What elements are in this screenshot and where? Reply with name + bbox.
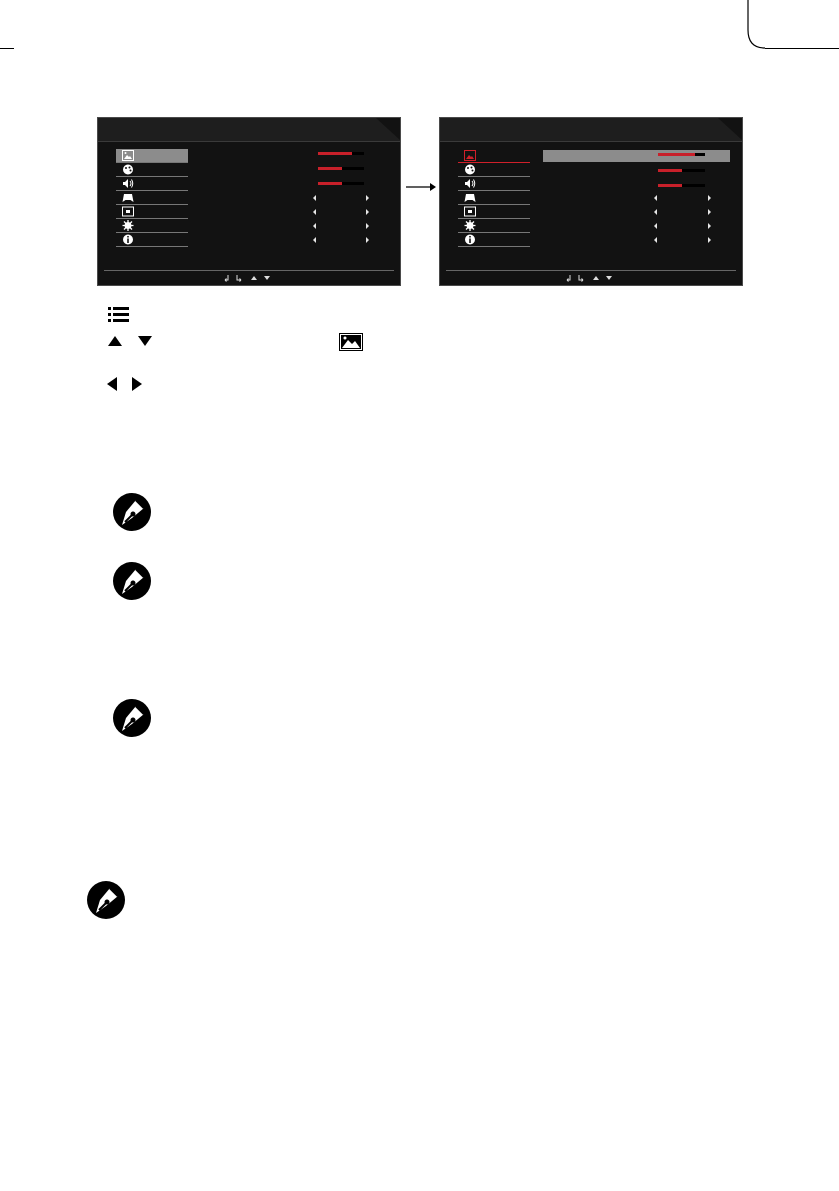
crop-mark-top-right xyxy=(765,48,839,49)
osd-title-bar xyxy=(98,118,400,142)
left-arrow-icon[interactable] xyxy=(654,223,657,229)
left-arrow-icon[interactable] xyxy=(313,237,316,243)
transition-arrow-icon xyxy=(405,181,437,193)
note-icon xyxy=(112,698,152,738)
sidebar-item-info[interactable] xyxy=(116,233,188,247)
left-arrow-icon[interactable] xyxy=(654,237,657,243)
slider-fill xyxy=(658,184,682,187)
osd-footer xyxy=(446,270,736,286)
sidebar-item-picture[interactable] xyxy=(458,149,530,163)
audio-icon xyxy=(122,178,134,189)
slider-bar[interactable] xyxy=(318,182,364,185)
system-icon xyxy=(464,220,476,231)
sidebar-item-gaming[interactable] xyxy=(458,191,530,205)
right-arrow-icon[interactable] xyxy=(708,209,711,215)
sidebar-item-color[interactable] xyxy=(116,163,188,177)
crop-mark-top-left xyxy=(0,48,14,49)
system-icon xyxy=(122,220,134,231)
color-icon xyxy=(464,164,476,175)
crop-mark-corner xyxy=(746,0,766,50)
slider-fill xyxy=(658,153,695,156)
slider-fill xyxy=(318,167,342,170)
sidebar-item-color[interactable] xyxy=(458,163,530,177)
slider-bar[interactable] xyxy=(658,169,705,172)
left-arrow-icon[interactable] xyxy=(654,195,657,201)
sidebar-item-info[interactable] xyxy=(458,233,530,247)
osd-icon xyxy=(464,206,476,217)
sidebar-item-audio[interactable] xyxy=(458,177,530,191)
audio-icon xyxy=(464,178,476,189)
osd-footer-keys xyxy=(566,274,616,282)
slider-fill xyxy=(658,169,682,172)
osd-footer xyxy=(104,270,394,286)
slider-bar[interactable] xyxy=(658,184,705,187)
osd-title-bar xyxy=(440,118,742,142)
sidebar-item-system[interactable] xyxy=(116,219,188,233)
slider-fill xyxy=(318,152,352,155)
sidebar-item-system[interactable] xyxy=(458,219,530,233)
menu-list-icon xyxy=(108,306,130,322)
right-arrow-icon[interactable] xyxy=(708,237,711,243)
left-arrow-icon[interactable] xyxy=(313,195,316,201)
right-arrow-icon xyxy=(131,377,143,391)
up-arrow-icon xyxy=(108,335,122,347)
osd-menu-left xyxy=(97,117,401,286)
right-arrow-icon[interactable] xyxy=(366,237,369,243)
selected-row-highlight[interactable] xyxy=(543,150,730,162)
right-arrow-icon[interactable] xyxy=(708,223,711,229)
osd-icon xyxy=(122,206,134,217)
sidebar-item-osd[interactable] xyxy=(116,205,188,219)
picture-icon xyxy=(464,150,476,161)
right-arrow-icon[interactable] xyxy=(366,223,369,229)
note-icon xyxy=(112,492,152,532)
note-icon xyxy=(112,561,152,601)
info-icon xyxy=(464,234,476,245)
sidebar-item-picture[interactable] xyxy=(116,149,188,163)
right-arrow-icon[interactable] xyxy=(366,209,369,215)
osd-footer-keys xyxy=(224,274,274,282)
osd-menu-right xyxy=(439,117,743,286)
right-arrow-icon[interactable] xyxy=(708,195,711,201)
left-arrow-icon[interactable] xyxy=(654,209,657,215)
left-arrow-icon[interactable] xyxy=(313,223,316,229)
picture-icon xyxy=(122,150,134,161)
info-icon xyxy=(122,234,134,245)
picture-icon xyxy=(339,333,363,351)
note-icon xyxy=(86,880,126,920)
sidebar-item-audio[interactable] xyxy=(116,177,188,191)
down-arrow-icon xyxy=(138,335,152,347)
sidebar-item-osd[interactable] xyxy=(458,205,530,219)
gaming-icon xyxy=(464,192,476,203)
slider-bar[interactable] xyxy=(318,167,364,170)
gaming-icon xyxy=(122,192,134,203)
slider-bar[interactable] xyxy=(318,152,364,155)
sidebar-item-gaming[interactable] xyxy=(116,191,188,205)
color-icon xyxy=(122,164,134,175)
left-arrow-icon xyxy=(106,377,118,391)
slider-bar[interactable] xyxy=(658,153,705,156)
left-arrow-icon[interactable] xyxy=(313,209,316,215)
right-arrow-icon[interactable] xyxy=(366,195,369,201)
slider-fill xyxy=(318,182,342,185)
